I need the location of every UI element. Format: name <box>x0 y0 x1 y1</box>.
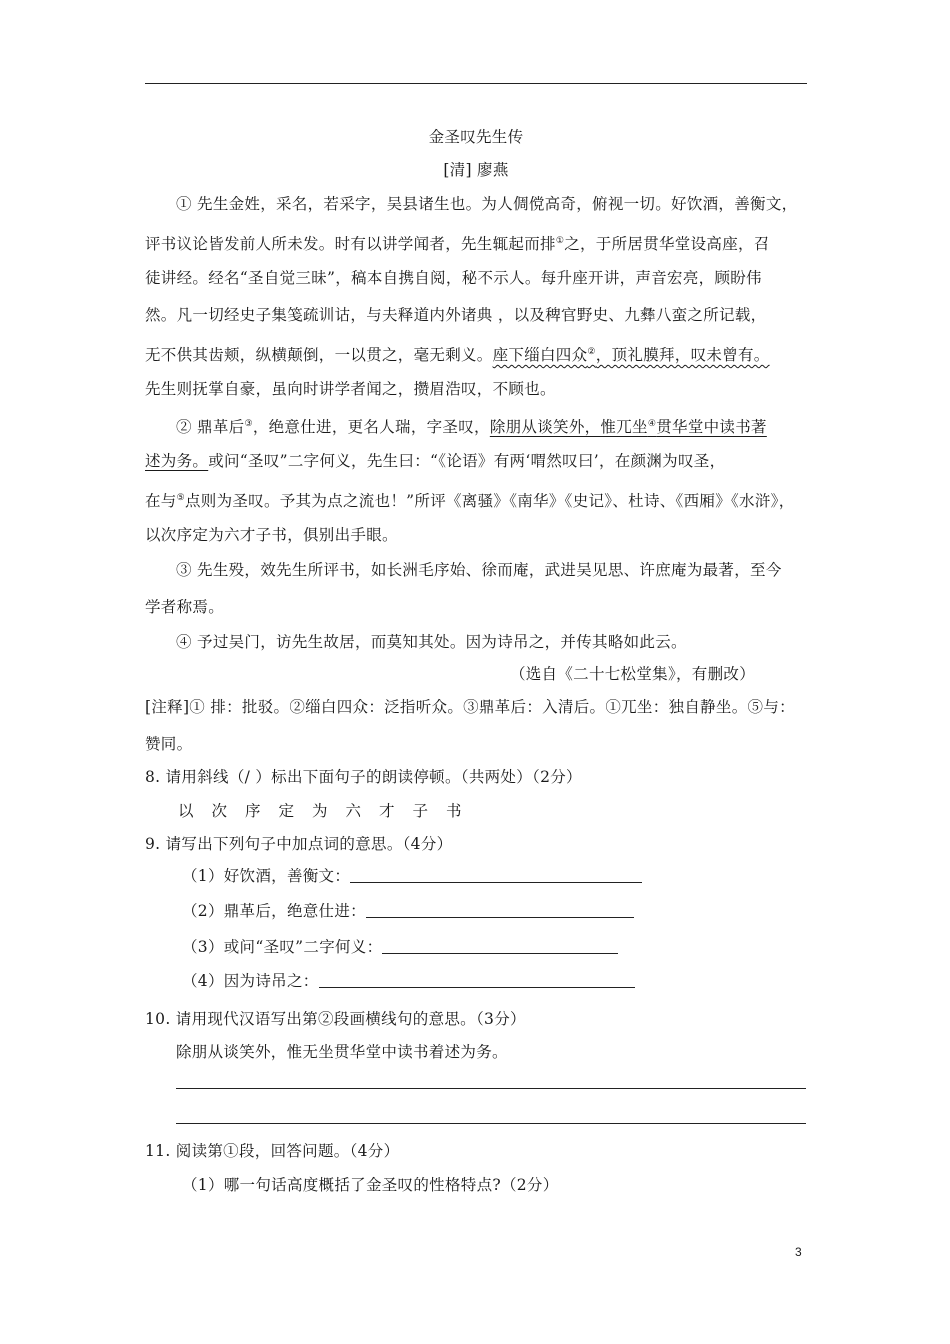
q10-answer-line-1[interactable] <box>176 1088 806 1089</box>
p1-line5 <box>145 342 815 365</box>
text: 贯华堂中读书著 <box>656 418 767 436</box>
p1-line4: 然。凡一切经史子集笺疏训诂，与夫释道内外诸典 ，以及稗官野史、九彝八蛮之所记载， <box>145 306 767 324</box>
underlined-sentence <box>490 418 767 436</box>
text: 或问“圣叹”二字何义，先生曰：“《论语》有两‘喟然叹曰’，在颜渊为叹圣， <box>208 452 726 470</box>
text: 点则为圣叹。予其为点之流也！”所评《离骚》《南华》《史记》、杜诗、《西厢》《水浒》， <box>184 492 795 510</box>
article-title: 金圣叹先生传 <box>428 128 524 146</box>
q10-sentence: 除朋从谈笑外，惟无坐贯华堂中读书着述为务。 <box>176 1043 508 1061</box>
p2-line4: 以次序定为六才子书，俱别出手眼。 <box>145 526 398 544</box>
page-number: 3 <box>795 1245 802 1259</box>
p1-line2 <box>145 231 815 254</box>
p2-line3 <box>145 488 815 511</box>
q9-stem: 9. 请写出下列句子中加点词的意思。（4分） <box>145 835 453 853</box>
q9-item-2 <box>182 901 852 921</box>
q10-answer-line-2[interactable] <box>176 1123 806 1124</box>
p1-line1: ① 先生金姓，采名，若采字，吴县诸生也。为人倜傥高奇，俯视一切。好饮酒，善衡文， <box>176 195 798 213</box>
footnote-mark: ⑤ <box>176 493 185 503</box>
q8-sentence: 以次序定为六才子书 <box>178 802 480 820</box>
answer-blank[interactable] <box>382 939 618 954</box>
p2-line2 <box>145 451 815 471</box>
text: （3）或问“圣叹”二字何义： <box>182 938 383 956</box>
p1-line6: 先生则抚掌自豪，虽向时讲学者闻之，攒眉浩叹，不顾也。 <box>145 380 556 398</box>
p3-line1: ③ 先生殁，效先生所评书，如长洲毛序始、徐而庵，武进吴见思、许庶庵为最著，至今 <box>176 561 782 579</box>
text: ② 鼎革后 <box>176 418 245 436</box>
q11-sub1: （1）哪一句话高度概括了金圣叹的性格特点?（2分） <box>182 1176 559 1194</box>
text: （1）好饮酒，善衡文： <box>182 867 351 885</box>
q9-item-1 <box>182 866 852 886</box>
wavy-underlined-sentence <box>493 346 770 364</box>
p2-line1 <box>176 414 846 437</box>
text: 无不供其齿颊，纵横颠倒，一以贯之，毫无剩义。 <box>145 346 493 364</box>
text: 除朋从谈笑外，惟兀坐 <box>489 418 648 436</box>
text: （4）因为诗吊之： <box>182 972 319 990</box>
answer-blank[interactable] <box>350 868 642 883</box>
header-rule <box>145 83 807 84</box>
footnote-mark: ② <box>587 347 596 357</box>
article-author: [清] 廖燕 <box>443 161 509 179</box>
footnote-mark: ③ <box>244 419 253 429</box>
q9-item-4 <box>182 971 852 991</box>
p3-line2: 学者称焉。 <box>145 598 225 616</box>
text: 之，于所居贯华堂设高座，召 <box>564 235 770 253</box>
notes-line1: [注释]① 排：批驳。②缁白四众：泛指听众。③鼎革后：入清后。①兀坐：独自静坐。⑤与： <box>145 698 795 716</box>
underlined-sentence-end: 述为务。 <box>145 452 209 470</box>
source-citation: （选自《二十七松堂集》，有删改） <box>509 665 755 683</box>
q9-item-3 <box>182 937 852 957</box>
answer-blank[interactable] <box>366 903 634 918</box>
text: ，绝意仕进，更名人瑞，字圣叹， <box>252 418 490 436</box>
footnote-mark: ④ <box>647 419 657 429</box>
footnote-mark: ① <box>555 236 565 246</box>
text: 评书议论皆发前人所未发。时有以讲学闻者，先生辄起而排 <box>145 235 556 253</box>
text: 座下缁白四众 <box>492 346 588 364</box>
q8-stem: 8. 请用斜线（/ ）标出下面句子的朗读停顿。（共两处）（2分） <box>145 768 582 786</box>
p1-line3: 徒讲经。经名“圣自觉三昧”，稿本自携自阅，秘不示人。每升座开讲，声音宏亮，顾盼伟 <box>145 269 762 287</box>
p4-line1: ④ 予过吴门，访先生故居，而莫知其处。因为诗吊之，并传其略如此云。 <box>176 633 687 651</box>
q10-stem: 10. 请用现代汉语写出第②段画横线句的意思。（3分） <box>145 1010 526 1028</box>
text: （2）鼎革后，绝意仕进： <box>182 902 366 920</box>
answer-blank[interactable] <box>319 973 635 988</box>
notes-line2: 赞同。 <box>145 735 193 753</box>
text: 在与 <box>145 492 177 510</box>
text: ，顶礼膜拜，叹未曾有。 <box>595 346 770 364</box>
q11-stem: 11. 阅读第①段，回答问题。（4分） <box>145 1142 400 1160</box>
